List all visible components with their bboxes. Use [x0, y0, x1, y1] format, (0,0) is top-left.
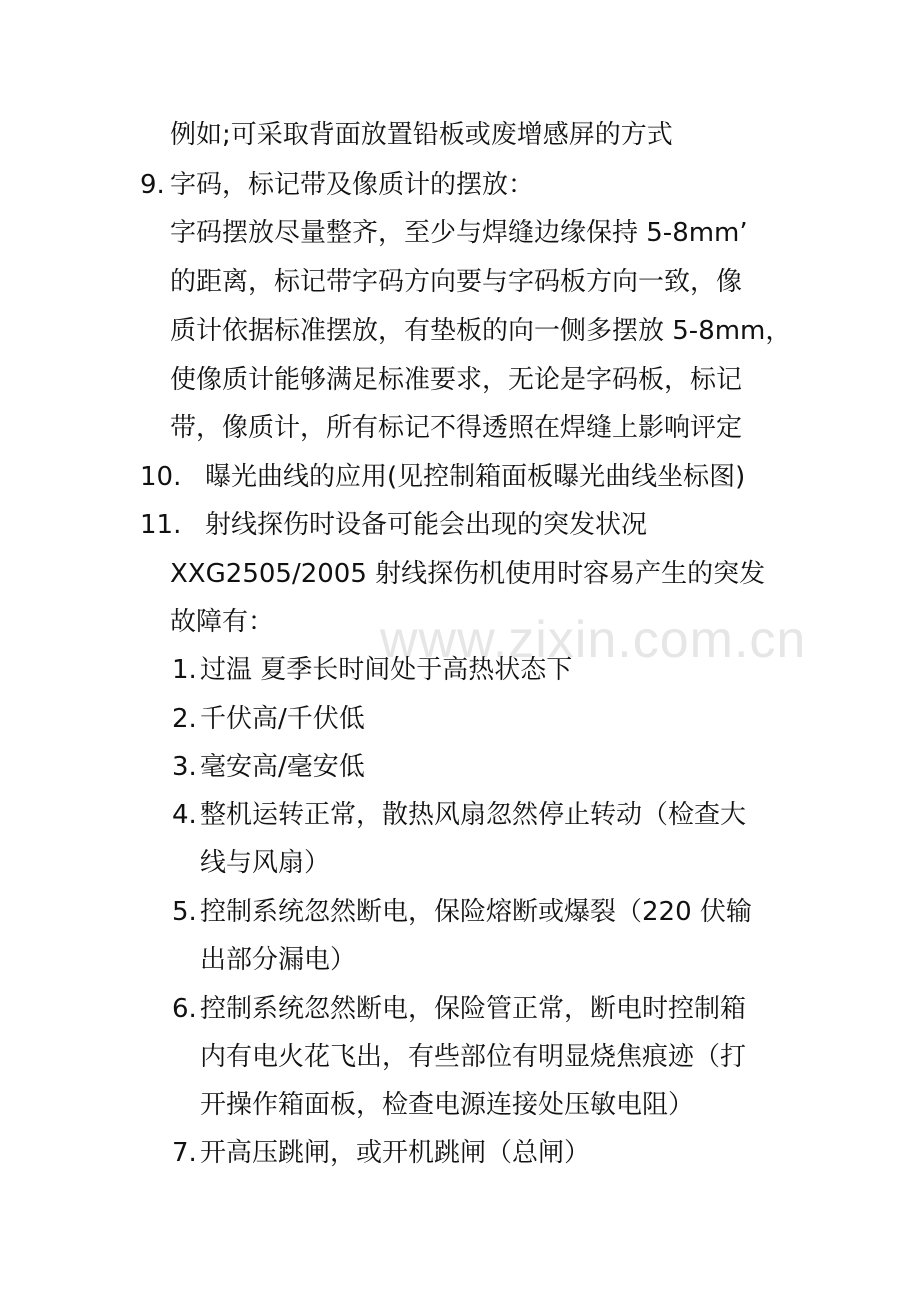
fault-5-number: 5.: [172, 897, 197, 927]
fault-6-text: 控制系统忽然断电，保险管正常，断电时控制箱: [200, 994, 747, 1024]
item-11-title: 射线探伤时设备可能会出现的突发状况: [205, 510, 648, 540]
fault-4-text: 线与风扇）: [200, 848, 331, 878]
fault-3-number: 3.: [172, 752, 197, 782]
fault-5-text: 控制系统忽然断电，保险熔断或爆裂（220 伏输: [200, 897, 752, 927]
item-9-body-line: 质计依据标准摆放，有垫板的向一侧多摆放 5-8mm，: [170, 316, 792, 346]
fault-2-number: 2.: [172, 704, 197, 734]
fault-1-number: 1.: [172, 655, 197, 685]
intro-line: 例如;可采取背面放置铅板或废增感屏的方式: [170, 120, 673, 150]
item-9-body-line: 带，像质计，所有标记不得透照在焊缝上影响评定: [170, 413, 743, 443]
fault-7-number: 7.: [172, 1138, 197, 1168]
item-9-body-line: 的距离，标记带字码方向要与字码板方向一致，像: [170, 267, 743, 297]
item-11-body-line: XXG2505/2005 射线探伤机使用时容易产生的突发: [170, 559, 766, 589]
fault-2-text: 千伏高/千伏低: [200, 704, 365, 734]
item-10-number: 10.: [140, 462, 182, 492]
fault-6-text: 开操作箱面板，检查电源连接处压敏电阻）: [200, 1090, 695, 1120]
fault-6-text: 内有电火花飞出，有些部位有明显烧焦痕迹（打: [200, 1042, 747, 1072]
fault-3-text: 毫安高/毫安低: [200, 752, 365, 782]
fault-1-text: 过温 夏季长时间处于高热状态下: [200, 655, 573, 685]
fault-4-number: 4.: [172, 800, 197, 830]
fault-4-text: 整机运转正常，散热风扇忽然停止转动（检查大: [200, 800, 747, 830]
item-9-number: 9.: [140, 170, 165, 200]
item-9-title: 字码，标记带及像质计的摆放：: [170, 170, 535, 200]
fault-5-text: 出部分漏电）: [200, 945, 357, 975]
item-10-title: 曝光曲线的应用(见控制箱面板曝光曲线坐标图): [205, 462, 746, 492]
fault-7-text: 开高压跳闸，或开机跳闸（总闸）: [200, 1138, 591, 1168]
fault-6-number: 6.: [172, 994, 197, 1024]
item-11-body-line: 故障有：: [170, 607, 275, 637]
item-11-number: 11.: [140, 510, 182, 540]
watermark: www.zixin.com.cn: [380, 611, 807, 669]
item-9-body-line: 字码摆放尽量整齐，至少与焊缝边缘保持 5-8mm’: [170, 218, 748, 248]
item-9-body-line: 使像质计能够满足标准要求，无论是字码板，标记: [170, 365, 743, 395]
